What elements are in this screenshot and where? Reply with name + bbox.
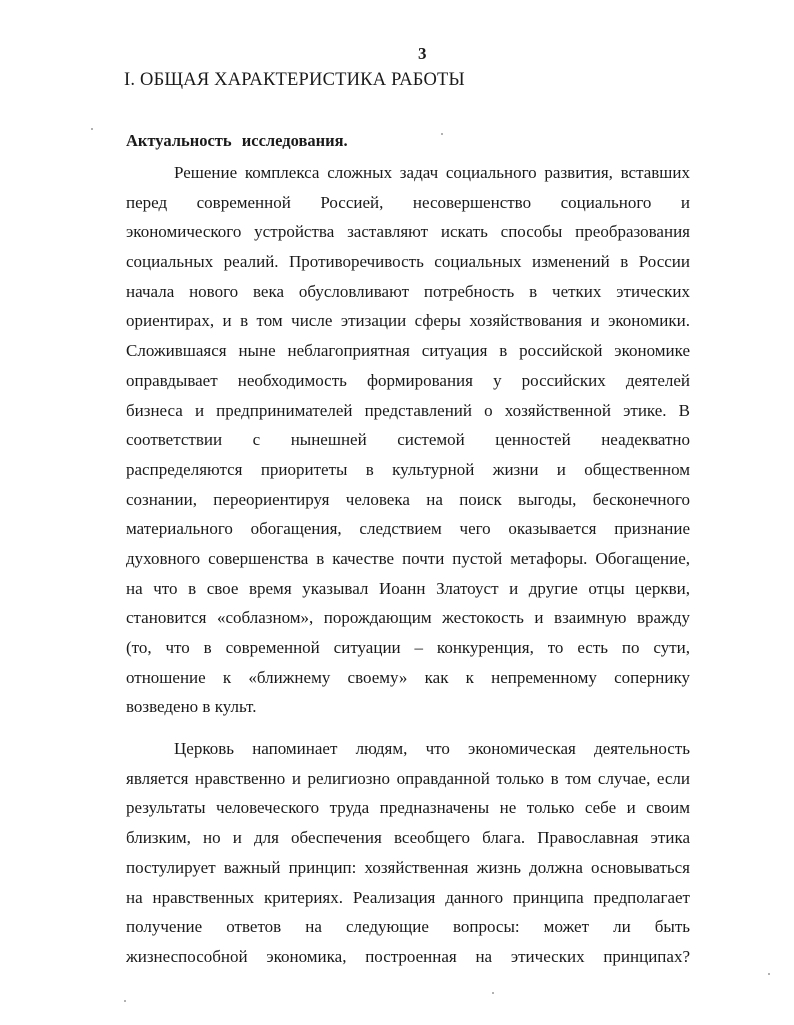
text-line: начала нового века обусловливают потребность в четких этических xyxy=(126,281,690,301)
text-line: бизнеса и предпринимателей представлений о хозяйственной этике. В xyxy=(126,400,690,420)
text-line: жизнеспособной экономика, построенная на этических принципах? xyxy=(126,946,690,966)
text-line: оправдывает необходимость формирования у российских деятелей xyxy=(126,370,690,390)
text-line: Сложившаяся ныне неблагоприятная ситуация в российской экономике xyxy=(126,341,690,361)
scan-speck xyxy=(492,992,494,994)
subsection-title: Актуальность исследования. xyxy=(126,131,348,150)
text-line: возведено в культ. xyxy=(126,697,257,717)
scan-speck xyxy=(124,1000,126,1002)
text-line: перед современной Россией, несовершенство социального и xyxy=(126,192,690,212)
text-line: экономического устройства заставляют искать способы преобразования xyxy=(126,222,690,242)
text-line: материального обогащения, следствием чего оказывается признание xyxy=(126,519,690,539)
text-line: получение ответов на следующие вопросы: может ли быть xyxy=(126,917,690,937)
text-line: распределяются приоритеты в культурной жизни и общественном xyxy=(126,459,690,479)
text-line: соответствии с нынешней системой ценностей неадекватно xyxy=(126,430,690,450)
text-line: постулирует важный принцип: хозяйственная жизнь должна основываться xyxy=(126,857,690,877)
paragraph-2 xyxy=(126,734,690,972)
text-line: на нравственных критериях. Реализация данного принципа предполагает xyxy=(126,887,690,907)
scan-speck xyxy=(441,133,443,135)
scan-speck xyxy=(768,973,770,975)
text-line: Решение комплекса сложных задач социального развития, вставших xyxy=(174,163,690,182)
paragraph-gap xyxy=(126,722,690,734)
text-line: отношение к «ближнему своему» как к непременному сопернику xyxy=(126,667,690,687)
text-line: близким, но и для обеспечения всеобщего блага. Православная этика xyxy=(126,828,690,848)
text-line: социальных реалий. Противоречивость социальных изменений в России xyxy=(126,252,690,272)
text-line: (то, что в современной ситуации – конкуренция, то есть по сути, xyxy=(126,638,690,657)
page-number: 3 xyxy=(418,44,427,63)
text-line: становится «соблазном», порождающим жестокость и взаимную вражду xyxy=(126,608,690,628)
text-line: является нравственно и религиозно оправданной только в том случае, если xyxy=(126,768,690,788)
text-line: духовного совершенства в качестве почти пустой метафоры. Обогащение, xyxy=(126,548,690,568)
section-title: I. ОБЩАЯ ХАРАКТЕРИСТИКА РАБОТЫ xyxy=(124,70,465,90)
text-line: сознании, переориентируя человека на поиск выгоды, бесконечного xyxy=(126,489,690,509)
text-line: Церковь напоминает людям, что экономическая деятельность xyxy=(174,739,690,759)
body-text xyxy=(126,158,690,972)
scan-speck xyxy=(91,128,93,130)
text-line: результаты человеческого труда предназначены не только себе и своим xyxy=(126,798,690,818)
text-line: на что в свое время указывал Иоанн Златоуст и другие отцы церкви, xyxy=(126,578,690,598)
paragraph-1 xyxy=(126,158,690,722)
text-line: ориентирах, и в том числе этизации сферы хозяйствования и экономики. xyxy=(126,311,690,331)
